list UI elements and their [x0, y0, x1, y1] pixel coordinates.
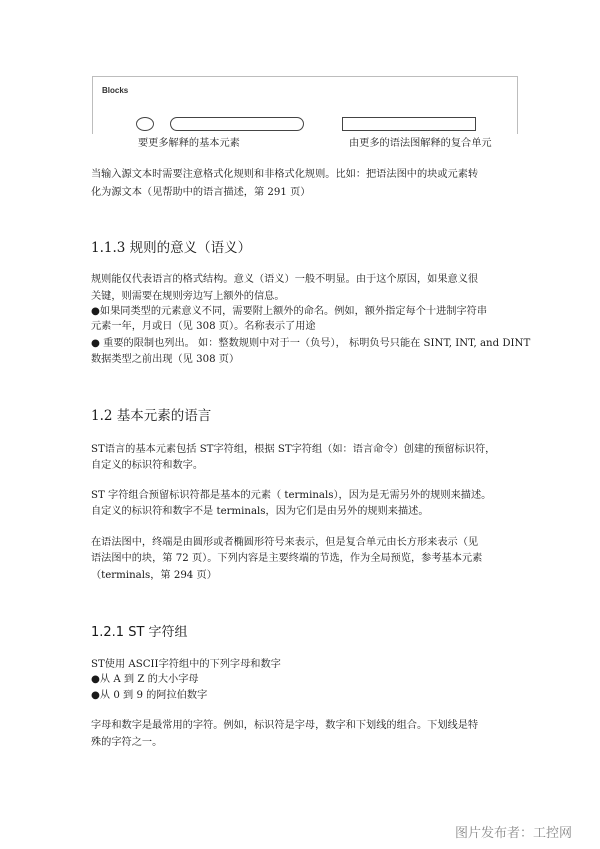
publisher-watermark: 图片发布者：工控网 [454, 826, 572, 841]
sec12-para3-line-1: 在语法图中，终端是由圆形或者椭圆形符号来表示，但是复合单元由长方形来表示（见 [91, 537, 479, 548]
sec12-para3-line-2: 语法图中的块，第 72 页）。下列内容是主要终端的节选，作为全局预览，参考基本元素 [91, 553, 483, 564]
sec12-para3-line-3: （terminals，第 294 页） [91, 570, 217, 581]
sec12-para1-line-2: 自定义的标识符和数字。 [91, 460, 204, 471]
intro-line-2: 化为源文本（见帮助中的语言描述，第 291 页） [91, 187, 311, 198]
sec113-line-3: ●如果同类型的元素意义不同，需要附上额外的命名。例如，额外指定每个十进制字符串 [91, 306, 488, 317]
sec113-line-2: 关键，则需要在规则旁边写上额外的信息。 [91, 291, 285, 302]
sec113-line-4: 元素一年，月或日（见 308 页）。名称表示了用途 [91, 321, 316, 332]
compound-rectangle-symbol [342, 117, 476, 131]
sec113-line-1: 规则能仅代表语言的格式结构。意义（语义）一般不明显。由于这个原因，如果意义很 [91, 274, 479, 285]
terminal-circle-symbol [136, 117, 154, 131]
sec121-line-2: ●从 A 到 Z 的大小字母 [91, 674, 199, 685]
section-1-1-3-title: 1.1.3 规则的意义（语义） [91, 240, 252, 256]
sec121-line-3: ●从 0 到 9 的阿拉伯数字 [91, 690, 208, 701]
sec121-line-1: ST使用 ASCII字符组中的下列字母和数字 [91, 659, 281, 670]
section-1-2-1-title: 1.2.1 ST 字符组 [91, 625, 188, 640]
sec12-para1-line-1: ST语言的基本元素包括 ST字符组，根据 ST字符组（如：语言命令）创建的预留标识符， [91, 444, 496, 455]
diagram-caption-right: 由更多的语法图解释的复合单元 [349, 138, 492, 149]
blocks-diagram-label: Blocks [102, 86, 129, 95]
terminal-oval-symbol [170, 117, 304, 131]
sec121-para-line-2: 殊的字符之一。 [91, 737, 163, 748]
diagram-caption-left: 要更多解释的基本元素 [138, 138, 240, 149]
sec121-para-line-1: 字母和数字是最常用的字符。例如，标识符是字母，数字和下划线的组合。下划线是特 [91, 720, 479, 731]
sec113-line-5: ● 重要的限制也列出。 如：整数规则中对于一（负号）， 标明负号只能在 SINT, INT, and DINT [91, 338, 531, 349]
section-1-2-title: 1.2 基本元素的语言 [91, 408, 212, 424]
sec113-line-6: 数据类型之前出现（见 308 页） [91, 354, 240, 365]
sec12-para2-line-2: 自定义的标识符和数字不是 terminals，因为它们是由另外的规则来描述。 [91, 506, 429, 517]
sec12-para2-line-1: ST 字符组合预留标识符都是基本的元素（ terminals），因为是无需另外的规则来描述。 [91, 490, 492, 501]
intro-line-1: 当输入源文本时需要注意格式化规则和非格式化规则。比如：把语法图中的块或元素转 [91, 169, 479, 180]
